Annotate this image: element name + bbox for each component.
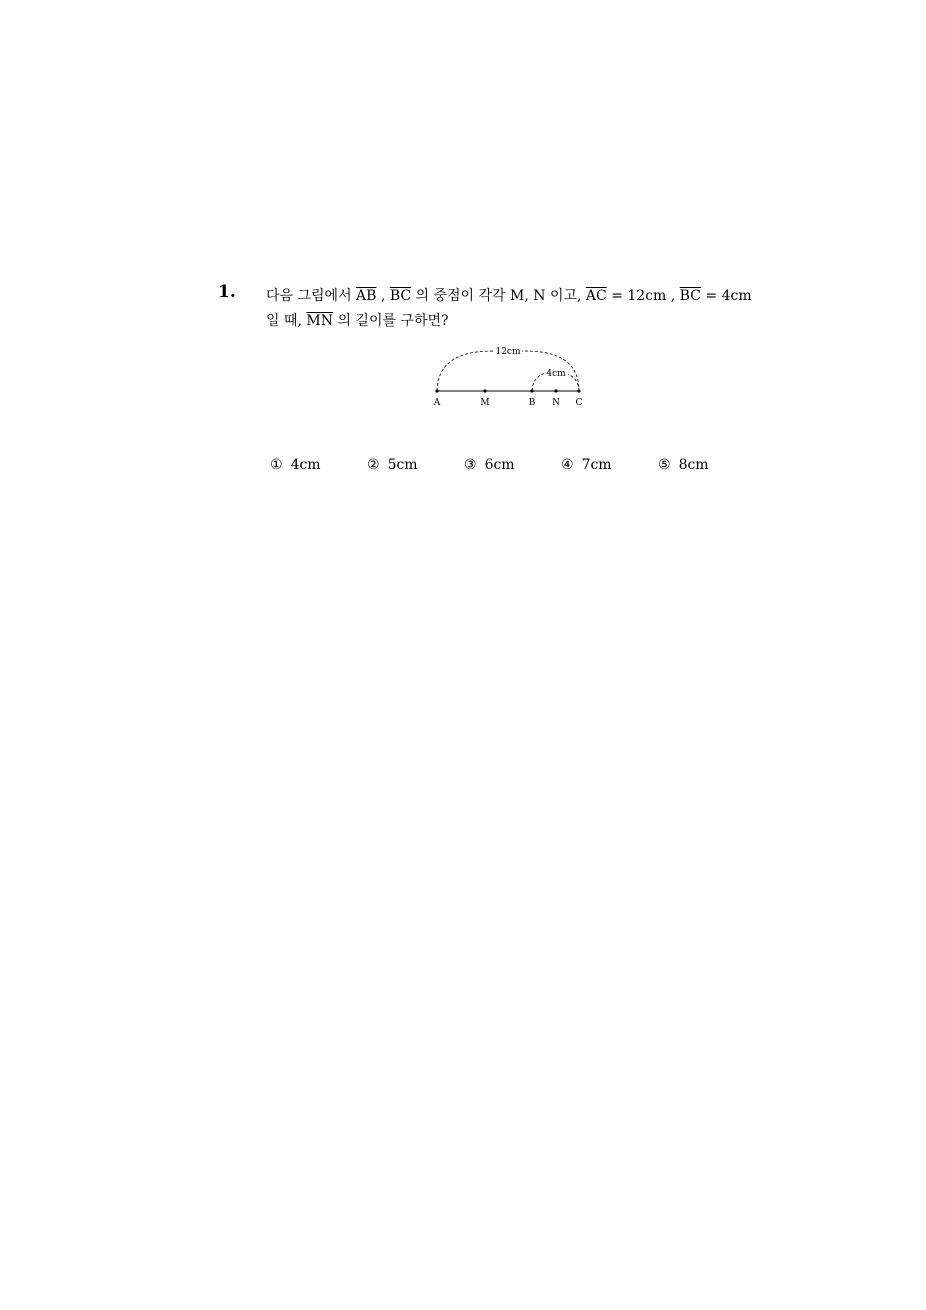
choice-marker: ③: [464, 457, 477, 473]
text-part: 의 중점이 각각 M, N 이고,: [411, 288, 586, 304]
choice-marker: ②: [367, 457, 380, 473]
segment-ac: $\overline{AC}$: [585, 288, 607, 304]
inner-length-label: 4cm: [546, 369, 566, 379]
point-c: [577, 389, 580, 392]
text-part: ,: [376, 288, 390, 304]
segment-bc: $\overline{BC}$: [389, 288, 412, 304]
choice-value: 6cm: [484, 457, 515, 473]
point-b: [530, 389, 533, 392]
segment-ab: $\overline{AB}$: [356, 288, 377, 304]
text-part: 의 길이를 구하면?: [333, 313, 449, 329]
outer-length-label: 12cm: [495, 347, 521, 357]
choice-value: 8cm: [678, 457, 709, 473]
point-label-a: A: [433, 398, 441, 408]
answer-choices: [270, 457, 750, 479]
point-label-b: B: [528, 398, 536, 408]
text-part: 다음 그림에서: [266, 288, 357, 304]
choice-4[interactable]: [561, 457, 612, 473]
point-m: [483, 389, 486, 392]
choice-marker: ①: [270, 457, 283, 473]
point-label-c: C: [575, 398, 583, 408]
point-label-m: M: [480, 398, 490, 408]
choice-marker: ⑤: [658, 457, 671, 473]
segment-figure: [422, 340, 602, 415]
point-a: [435, 389, 438, 392]
choice-5[interactable]: [658, 457, 709, 473]
text-part: = 4cm 일 때,: [266, 288, 752, 329]
point-label-n: N: [552, 398, 560, 408]
choice-3[interactable]: [464, 457, 515, 473]
choice-value: 7cm: [581, 457, 612, 473]
problem-number: 1.: [218, 282, 236, 302]
choice-2[interactable]: [367, 457, 418, 473]
choice-value: 4cm: [290, 457, 321, 473]
point-n: [554, 389, 557, 392]
segment-bc-second: $\overline{BC}$: [679, 288, 701, 304]
choice-1[interactable]: [270, 457, 321, 473]
problem-statement: [266, 284, 766, 334]
choice-marker: ④: [561, 457, 574, 473]
choice-value: 5cm: [387, 457, 418, 473]
segment-mn: $\overline{MN}$: [306, 313, 333, 329]
text-part: = 12cm ,: [606, 288, 680, 304]
